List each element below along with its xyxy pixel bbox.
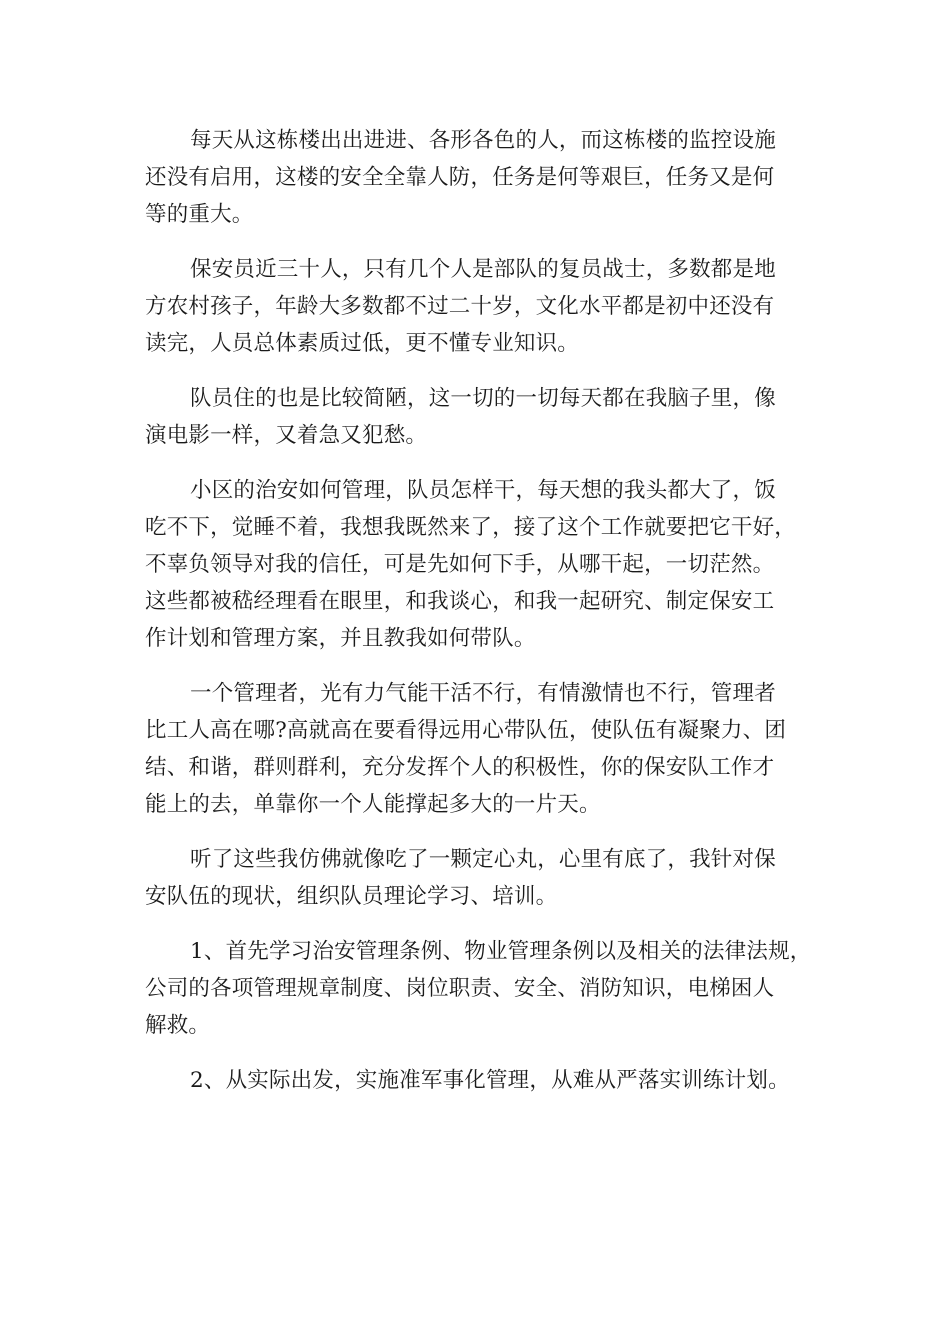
text-line: 安队伍的现状，组织队员理论学习、培训。	[145, 884, 558, 909]
text-line: 读完，人员总体素质过低，更不懂专业知识。	[145, 331, 580, 356]
paragraph-8	[145, 1062, 815, 1099]
text-line: 这些都被嵇经理看在眼里，和我谈心，和我一起研究、制定保安工	[145, 589, 775, 614]
text-line: 能上的去，单靠你一个人能撑起多大的一片天。	[145, 792, 601, 817]
text-line: 作计划和管理方案，并且教我如何带队。	[145, 626, 536, 651]
text-line: 比工人高在哪?高就高在要看得远用心带队伍，使队伍有凝聚力、团	[145, 718, 787, 743]
text-line: 解救。	[145, 1013, 211, 1038]
paragraph-2	[145, 251, 815, 362]
text-line: 队员住的也是比较简陋，这一切的一切每天都在我脑子里，像	[190, 386, 776, 411]
text-line: 一个管理者，光有力气能干活不行，有情激情也不行，管理者	[190, 681, 776, 706]
text-line: 结、和谐，群则群利，充分发挥个人的积极性，你的保安队工作才	[145, 755, 775, 780]
text-line: 公司的各项管理规章制度、岗位职责、安全、消防知识，电梯困人	[145, 976, 775, 1001]
text-line: 保安员近三十人，只有几个人是部队的复员战士，多数都是地	[190, 257, 776, 282]
paragraph-6	[145, 841, 815, 915]
text-line: 吃不下，觉睡不着，我想我既然来了，接了这个工作就要把它干好，	[145, 515, 797, 540]
paragraph-5	[145, 675, 815, 823]
paragraph-4	[145, 472, 815, 657]
text-line: 等的重大。	[145, 202, 254, 227]
text-line: 2、从实际出发，实施准军事化管理，从难从严落实训练计划。	[190, 1068, 790, 1093]
text-line: 方农村孩子，年龄大多数都不过二十岁，文化水平都是初中还没有	[145, 294, 775, 319]
text-line: 演电影一样，又着急又犯愁。	[145, 423, 428, 448]
text-line: 听了这些我仿佛就像吃了一颗定心丸，心里有底了，我针对保	[190, 847, 776, 872]
text-line: 每天从这栋楼出出进进、各形各色的人，而这栋楼的监控设施	[190, 128, 776, 153]
paragraph-1	[145, 122, 815, 233]
text-line: 不辜负领导对我的信任，可是先如何下手，从哪干起，一切茫然。	[145, 552, 775, 577]
text-line: 小区的治安如何管理，队员怎样干，每天想的我头都大了，饭	[190, 478, 776, 503]
text-line: 还没有启用，这楼的安全全靠人防，任务是何等艰巨，任务又是何	[145, 165, 775, 190]
paragraph-3	[145, 380, 815, 454]
document-body	[145, 122, 815, 1117]
text-line: 1、首先学习治安管理条例、物业管理条例以及相关的法律法规，	[190, 939, 812, 964]
paragraph-7	[145, 933, 815, 1044]
